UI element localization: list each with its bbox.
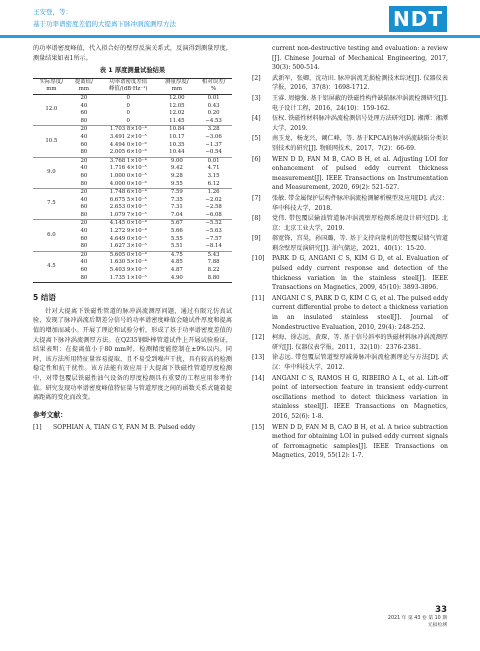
table-header-cell: mm: [158, 86, 195, 94]
table-cell: 0: [126, 110, 130, 117]
table-cell: 10.35: [169, 141, 185, 148]
table-cell: 20: [70, 189, 98, 197]
table-cell: 12.05: [169, 102, 185, 109]
table-cell: 5.67: [158, 220, 195, 228]
table-cell: 60: [80, 110, 88, 117]
reference-item: [252, 333, 448, 352]
table-cell: 20: [70, 157, 98, 165]
table-cell: 80: [80, 180, 88, 187]
reference-text: 郝宽锋，宫昊，孙国璐，等. 基于支持向量机的带包覆层储气管道剩余壁厚反演研究[J]. 油气储运，2021，40(1)：15-20.: [272, 235, 448, 252]
reference-number: [8]: [252, 215, 261, 223]
table-cell: −6.08: [205, 211, 222, 218]
table-header-cell: %: [195, 86, 232, 94]
table-cell: 3.768 1×10⁻⁴: [98, 157, 158, 165]
reference-number: [13]: [252, 354, 265, 362]
table-caption: 表 1 厚度测量试验结果: [99, 67, 166, 75]
reference-text: 张敏. 带金属保护层构件脉冲涡流检测解析模型及应用[D]. 武汉：华中科技大学，2018.: [272, 194, 448, 212]
table-cell: −3.06: [205, 133, 222, 140]
table-cell: 4.87: [170, 267, 183, 274]
table-cell: 80: [80, 117, 88, 124]
reference-number: [6]: [252, 155, 261, 163]
table-cell: 5.605 0×10⁻⁴: [98, 251, 158, 259]
table-header-cell: mm: [70, 86, 98, 94]
table-cell: 60: [80, 204, 88, 211]
table-row: [33, 126, 232, 134]
reference-number: [15]: [252, 423, 265, 431]
reference-text: ANGANI C S, RAMOS H G, RIBEIRO A L, et al. Lift-off point of intersection feature in transient eddy-current oscillations method to detect thickness variation in stainless steel[J]. IEEE Transactions on Magnetics, 2016, 52(6): 1-8.: [272, 374, 448, 420]
thickness-cell: 10.5: [33, 126, 70, 157]
table-cell: 7.59: [158, 189, 195, 197]
table-cell: 40: [80, 259, 88, 266]
table-cell: 1.748 6×10⁻⁴: [98, 189, 158, 197]
reference-item: [252, 134, 448, 153]
table-cell: 1.735 1×10⁻⁵: [109, 274, 147, 281]
reference-item: [252, 155, 448, 193]
table-cell: 10.84: [158, 126, 195, 134]
reference-text: 武新军，张卿，沈功田. 脉冲涡流无损检测技术综述[J]. 仪器仪表学报，2016，37(8)：1698-1712.: [272, 74, 448, 92]
table-cell: 9.55: [170, 180, 183, 187]
table-cell: 2.653 0×10⁻⁵: [109, 204, 147, 211]
table-cell: 1.627 3×10⁻⁵: [109, 243, 147, 250]
table-cell: 20: [70, 220, 98, 228]
reference-number: [7]: [252, 194, 261, 202]
table-cell: 7.35: [170, 196, 183, 203]
table-cell: 8.80: [207, 274, 220, 281]
reference-item: [252, 353, 448, 372]
table-cell: 60: [80, 141, 88, 148]
conclusion-paragraph: 针对大提离下铁磁性管道的脉冲涡流测厚问题，通过有限元仿真试验，发现了脉冲涡流后期差分信号的功率谱密度峰值会随试件厚度和提离值的增加而减小。开展了理论和试验分析，形成了基于功率谱密度差值的大提离下脉冲涡流测厚方法。在Q235钢卧棒管道试件上开展试验验证，结果表明：在提离值小于80 mm时，检测精度能控制在±9%以内。同时，该方法所用特征量容易提取，且不易受到噪声干扰，具有较高的检测稳定性和抗干扰性。该方法能有效应用于大提离下铁磁性管道厚度检测中，对带包覆层铁磁性油气设备的厚度检测具有重要的工程应用参考价值。研究发现功率谱密度峰值特征量与管道厚度之间的函数关系式随着提离距离的变化而改变。: [33, 307, 232, 402]
table-cell: −2.58: [205, 204, 222, 211]
table-cell: 1.703 8×10⁻⁴: [98, 126, 158, 134]
table-cell: 7.88: [207, 259, 220, 266]
journal-logo: NDT: [389, 6, 447, 32]
table-row: [33, 220, 232, 228]
table-cell: 20: [70, 251, 98, 259]
table-header-cell: 实际厚度/: [39, 78, 64, 85]
table-cell: 0: [126, 94, 130, 101]
table-cell: 5.66: [170, 228, 183, 235]
table-cell: −5.63: [205, 228, 222, 235]
table-cell: −5.52: [195, 220, 232, 228]
reference-text: WEN D D, FAN M B, CAO B H, et al. Adjusting LOI for enhancement of pulsed eddy current thickness measurement[J]. IEEE Transactions on Instrumentation and Measurement, 2020, 69(2): 521-527.: [272, 155, 448, 192]
table-cell: 4.649 0×10⁻⁵: [109, 235, 147, 242]
table-cell: 60: [80, 235, 88, 242]
reference-item: [252, 254, 448, 292]
table-cell: 4.85: [170, 259, 183, 266]
reference-item: [252, 423, 448, 461]
reference-item: [252, 234, 448, 253]
reference-text: WEN D D, FAN M B, CAO B H, et al. A twice subtraction method for obtaining LOI in pulsed eddy current signals of ferromagnetic samples[J]. IEEE Transactions on Magnetics, 2019, 55(12): 1-7.: [272, 423, 448, 460]
table-cell: 1.716 4×10⁻⁵: [109, 165, 147, 172]
table-cell: 20: [70, 126, 98, 134]
table-cell: 0.01: [195, 157, 232, 165]
table-cell: 3.491 2×10⁻⁵: [109, 133, 147, 140]
reference-number: [252, 44, 272, 73]
reference-text: 党伟. 带包覆层输油管道脉冲涡流壁厚检测系统设计研究[D]. 北京：北京工业大学，2019.: [272, 215, 448, 232]
reference-number: [1]: [33, 424, 42, 432]
reference-item: [252, 74, 448, 93]
reference-number: [3]: [252, 94, 261, 102]
thickness-cell: 7.5: [33, 189, 70, 220]
reference-number: [4]: [252, 115, 261, 123]
table-cell: 1.272 9×10⁻⁴: [109, 228, 147, 235]
table-cell: −1.37: [205, 141, 222, 148]
table-cell: 80: [80, 211, 88, 218]
header-rule: [0, 35, 480, 38]
table-cell: 20: [80, 94, 88, 101]
table-header-cell: 峰值/(dB·Hz⁻¹): [98, 86, 158, 94]
table-cell: 1.000 0×10⁻⁵: [109, 172, 147, 179]
reference-item: [252, 374, 448, 422]
table-cell: 60: [80, 267, 88, 274]
reference-item: [252, 44, 448, 73]
references-heading: 参考文献：: [33, 410, 67, 419]
reference-item: [33, 423, 232, 433]
table-cell: −0.54: [205, 149, 222, 156]
thickness-cell: 12.0: [45, 106, 58, 113]
left-column: [33, 44, 232, 434]
table-cell: 0.43: [207, 102, 220, 109]
thickness-cell: 9.0: [33, 157, 70, 188]
reference-text: 王睿. 周德强. 基于铝屏蔽的铁磁性构件缺陷脉冲涡流检测研究[J]. 电子设计工程，2016，24(10)：159-162.: [272, 94, 448, 112]
table-cell: 4.494 0×10⁻⁶: [109, 141, 147, 148]
reference-number: [14]: [252, 374, 265, 382]
section-heading: 5 结语: [33, 293, 56, 303]
table-cell: 40: [80, 133, 88, 140]
header-authors: 王安登，等：: [33, 8, 72, 16]
results-table: [33, 78, 232, 283]
table-cell: 6.12: [207, 180, 220, 187]
reference-text: PARK D G, ANGANI C S, KIM G D, et al. Evaluation of pulsed eddy current response and detection of the thickness variation in the stainless steel[J]. IEEE Transactions on Magnetics, 2009, 45(10): 3893-3896.: [272, 255, 448, 292]
thickness-cell: 6.0: [33, 220, 70, 251]
reference-number: [11]: [252, 294, 265, 302]
table-cell: 4.000 0×10⁻⁶: [109, 180, 147, 187]
table-header-cell: mm: [33, 86, 70, 94]
reference-number: [12]: [252, 334, 265, 342]
reference-item: [252, 114, 448, 133]
table-cell: 5.43: [195, 251, 232, 259]
table-header-cell: 测量厚度/: [165, 78, 189, 85]
reference-item: [252, 194, 448, 213]
reference-item: [252, 294, 448, 332]
table-cell: 9.00: [158, 157, 195, 165]
table-header-cell: 功率谱密度差值: [109, 78, 148, 85]
right-reference-list: [252, 44, 448, 461]
page-number: 33: [435, 605, 447, 615]
table-cell: 4.145 0×10⁻⁴: [98, 220, 158, 228]
table-header-cell: 相对误差/: [201, 78, 226, 85]
table-cell: 7.31: [170, 204, 183, 211]
left-reference-list: [33, 423, 232, 433]
table-cell: 10.17: [169, 133, 185, 140]
table-cell: 40: [80, 165, 88, 172]
running-header: [0, 0, 480, 40]
table-cell: −4.53: [205, 117, 222, 124]
table-cell: 12.00: [169, 94, 185, 101]
right-column: [252, 44, 448, 462]
table-cell: −8.14: [205, 243, 222, 250]
table-cell: 6.675 5×10⁻⁵: [109, 196, 147, 203]
page-footer: [388, 605, 447, 629]
table-cell: 0.20: [207, 110, 220, 117]
table-row: [33, 189, 232, 197]
table-cell: 40: [80, 102, 88, 109]
table-cell: 12.02: [169, 110, 185, 117]
reference-item: [252, 214, 448, 233]
table-cell: 80: [80, 149, 88, 156]
table-cell: −7.57: [205, 235, 222, 242]
table-cell: 1.079 7×10⁻⁵: [109, 211, 147, 218]
table-cell: 7.04: [170, 211, 183, 218]
table-header-row: [33, 86, 232, 94]
table-cell: 0: [126, 102, 130, 109]
reference-text: 柯海，徐志远，黄琛，等. 基于信号斜率的铁磁材料脉冲涡流测厚研究[J]. 仪器仪表学报，2011，32(10)：2376-2381.: [272, 334, 448, 351]
header-title: 基于功率谱密度差值的大提离下脉冲涡流测厚方法: [33, 20, 176, 28]
journal-issue: 2021 年 第 43 卷 第 10 期: [387, 616, 447, 621]
table-cell: 1.630 5×10⁻⁴: [109, 259, 147, 266]
reference-item: [252, 94, 448, 113]
table-cell: 10.44: [169, 149, 185, 156]
table-cell: 0.01: [207, 94, 220, 101]
table-cell: 5.403 9×10⁻⁵: [109, 267, 147, 274]
reference-number: [2]: [252, 74, 261, 82]
journal-name: 无损检测: [427, 623, 447, 628]
table-row: [33, 94, 232, 102]
table-cell: 40: [80, 196, 88, 203]
table-cell: 4.71: [207, 165, 220, 172]
table-cell: 4.75: [158, 251, 195, 259]
reference-text: 徐志远. 带包覆层管道壁厚减薄脉冲涡流检测理论与方法[D]. 武汉：华中科技大学，2012.: [272, 354, 448, 371]
table-cell: 8.22: [207, 267, 220, 274]
reference-number: [9]: [252, 235, 261, 243]
table-cell: 2.005 6×10⁻⁶: [109, 149, 147, 156]
reference-text: current non-destructive testing and evaluation: a review [J]. Chinese Journal of Mechanical Engineering, 2017, 30(3): 500-514.: [272, 45, 448, 72]
table-cell: 5.55: [170, 235, 183, 242]
table-cell: 11.45: [169, 117, 185, 124]
reference-text: ANGANI C S, PARK D G, KIM C G, et al. The pulsed eddy current differential probe to detect a thickness variation in an insulated stainless steel[J]. Journal of Nondestructive Evaluation, 2010, 29(4): 248-252.: [272, 294, 448, 331]
table-cell: 9.42: [170, 165, 183, 172]
table-cell: 60: [80, 172, 88, 179]
table-cell: 80: [80, 243, 88, 250]
table-cell: 40: [80, 228, 88, 235]
reference-number: [10]: [252, 255, 265, 263]
reference-text: 伍权. 铁磁性材料脉冲涡流检测信号处理方法研究[D]. 湘潭：湘潭大学，2019.: [272, 115, 448, 132]
table-header-cell: 提离值/: [74, 78, 93, 85]
table-cell: 1.26: [195, 189, 232, 197]
table-cell: 5.51: [170, 243, 183, 250]
intro-paragraph: 的功率谱密度峰值，代入拟合好的壁厚反演关系式，反演得到测量厚度，测量结果如表1所示。: [33, 45, 232, 62]
table-cell: 9.28: [170, 172, 183, 179]
table-cell: 80: [80, 274, 88, 281]
reference-text: 南玉龙，杨龙兴，阚仁峰，等. 基于KPCA的脉冲涡流缺陷分类识别技术的研究[J]. 物联网技术，2017，7(2)：66-69.: [272, 135, 448, 152]
table-cell: 3.28: [195, 126, 232, 134]
reference-text: SOPHIAN A, TIAN G Y, FAN M B. Pulsed eddy: [53, 424, 196, 432]
thickness-cell: 4.5: [33, 251, 70, 282]
table-cell: 4.90: [170, 274, 183, 281]
table-cell: −2.02: [205, 196, 222, 203]
table-cell: 0: [126, 117, 130, 124]
reference-number: [5]: [252, 135, 261, 143]
table-cell: 3.15: [207, 172, 220, 179]
